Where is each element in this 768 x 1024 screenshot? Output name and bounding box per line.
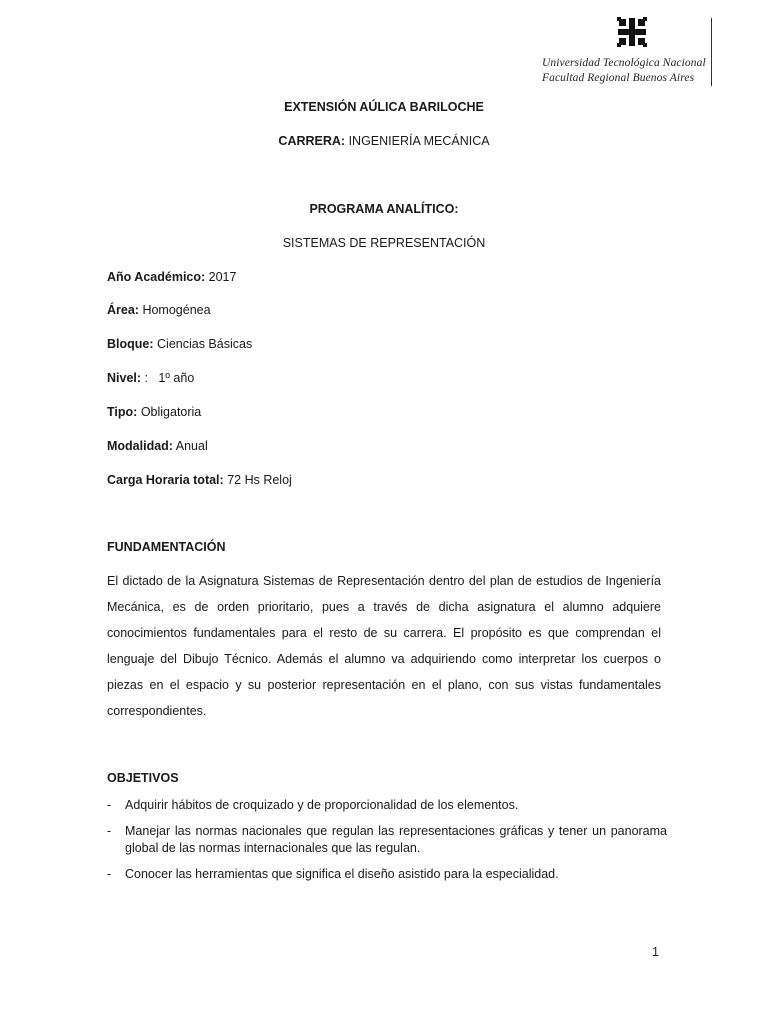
list-item-text: Adquirir hábitos de croquizado y de proporcionalidad de los elementos. xyxy=(125,798,519,812)
paragraph-line: piezas en el espacio y su posterior representación en el plano, con sus vistas fundamentales xyxy=(107,678,661,692)
paragraph-line: conocimientos fundamentales para el resto de su carrera. El propósito es que comprendan el xyxy=(107,626,661,640)
faculty-name: Facultad Regional Buenos Aires xyxy=(542,72,695,84)
field-area xyxy=(107,303,211,317)
list-item xyxy=(107,823,667,857)
carrera-label: CARRERA: xyxy=(278,134,346,148)
field-label: Tipo: xyxy=(107,405,138,419)
dash-bullet: - xyxy=(107,867,112,881)
field-value: Ciencias Básicas xyxy=(157,337,253,351)
field-value: Anual xyxy=(175,439,208,453)
fundamentacion-paragraph xyxy=(107,568,661,724)
field-anio-academico xyxy=(107,270,236,284)
objetivos-title: OBJETIVOS xyxy=(107,771,179,785)
field-label: Modalidad: xyxy=(107,439,173,453)
header-divider xyxy=(711,18,712,86)
field-value: : 1º año xyxy=(144,371,195,385)
carrera-value: INGENIERÍA MECÁNICA xyxy=(348,134,490,148)
paragraph-line: correspondientes. xyxy=(107,704,207,718)
dash-bullet: - xyxy=(107,798,112,812)
extension-title: EXTENSIÓN AÚLICA BARILOCHE xyxy=(284,100,484,114)
asignatura-title: SISTEMAS DE REPRESENTACIÓN xyxy=(282,236,486,250)
page-number: 1 xyxy=(652,945,659,959)
paragraph-line: lenguaje del Dibujo Técnico. Además el alumno va adquiriendo como interpretar los cuerpos o xyxy=(107,652,661,666)
utn-logo-icon xyxy=(616,16,648,48)
list-item-text: Conocer las herramientas que significa el diseño asistido para la especialidad. xyxy=(125,867,559,881)
university-name: Universidad Tecnológica Nacional xyxy=(542,57,706,69)
list-item-text: Manejar las normas nacionales que regulan las representaciones gráficas y tener un panorama global de las normas internacionales que las regulan. xyxy=(125,824,667,855)
field-modalidad xyxy=(107,439,208,453)
field-bloque xyxy=(107,337,252,351)
list-item xyxy=(107,797,667,814)
paragraph-line: Mecánica, es de orden prioritario, pues a través de dicha asignatura el alumno adquiere xyxy=(107,600,661,614)
field-label: Carga Horaria total: xyxy=(107,473,224,487)
dash-bullet: - xyxy=(107,824,112,838)
field-carga-horaria xyxy=(107,473,292,487)
paragraph-line: El dictado de la Asignatura Sistemas de Representación dentro del plan de estudios de Ingeniería xyxy=(107,574,661,588)
programa-title: PROGRAMA ANALÍTICO: xyxy=(309,202,459,216)
fundamentacion-title: FUNDAMENTACIÓN xyxy=(107,540,226,554)
field-label: Área: xyxy=(107,303,139,317)
field-nivel xyxy=(107,371,194,385)
field-value: Obligatoria xyxy=(140,405,202,419)
field-value: 72 Hs Reloj xyxy=(227,473,292,487)
field-value: 2017 xyxy=(208,270,237,284)
field-label: Nivel: xyxy=(107,371,142,385)
list-item xyxy=(107,866,667,883)
objetivos-list xyxy=(107,797,667,892)
field-label: Año Académico: xyxy=(107,270,206,284)
field-tipo xyxy=(107,405,201,419)
carrera-line xyxy=(0,134,768,148)
field-value: Homogénea xyxy=(142,303,211,317)
field-label: Bloque: xyxy=(107,337,154,351)
university-logo-block xyxy=(538,14,714,88)
